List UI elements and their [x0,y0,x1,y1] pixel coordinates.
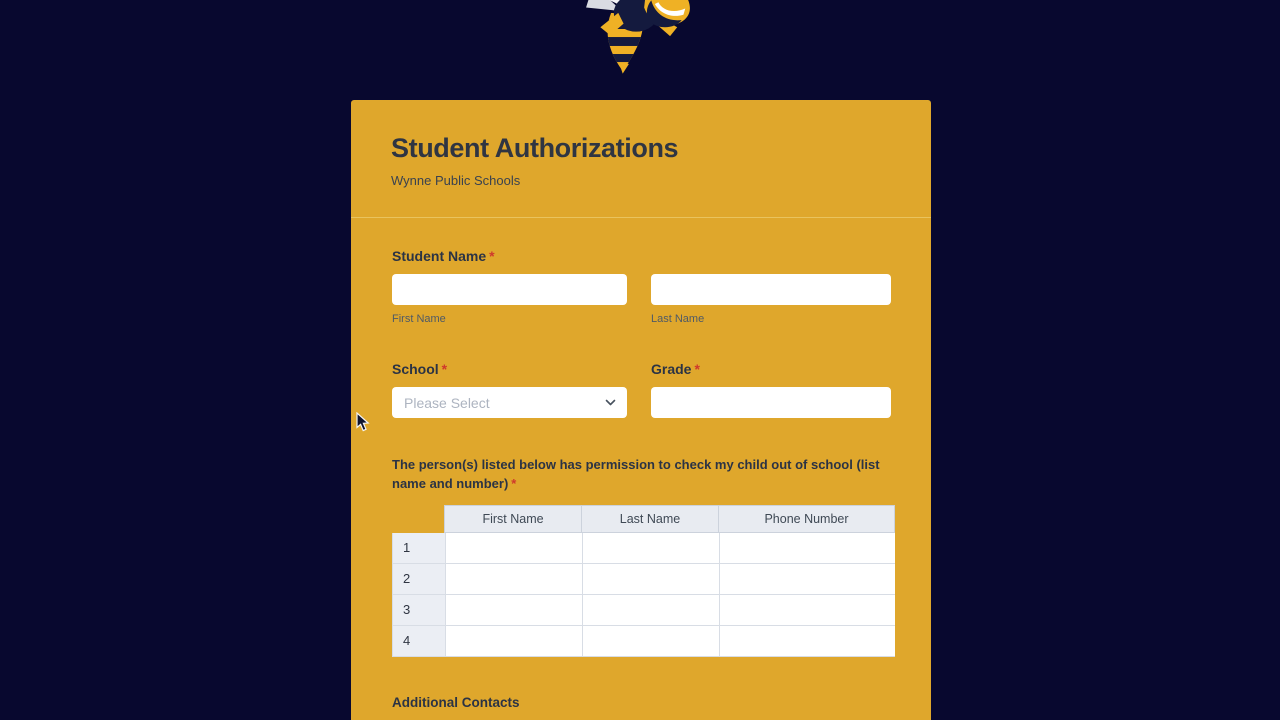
row1-last-name-input[interactable] [583,533,719,563]
table-header-row [444,505,895,533]
school-grade-labels [392,361,891,377]
form-subtitle: Wynne Public Schools [391,172,521,188]
table-cell [446,564,582,594]
form-body [351,248,931,710]
table-row-label: 3 [393,595,445,625]
required-asterisk: * [441,361,448,377]
table-header-phone-number: Phone Number [719,506,894,532]
last-name-sublabel: Last Name [651,313,705,325]
table-cell [583,564,719,594]
grade-col [651,387,891,418]
table-header-last-name: Last Name [582,506,718,532]
grade-label-text: Grade [651,361,692,377]
pickup-permission-label-text: The person(s) listed below has permission to check my child out of school (list name and number) [392,457,880,491]
student-first-name-input[interactable] [392,274,627,305]
form-card [351,100,931,720]
row4-phone-number-input[interactable] [720,626,895,656]
student-name-inputs [392,274,891,325]
row2-phone-number-input[interactable] [720,564,895,594]
chevron-down-icon [604,396,617,409]
table-cell [720,595,895,625]
pickup-permission-table [392,505,895,657]
row1-phone-number-input[interactable] [720,533,895,563]
table-cell [446,595,582,625]
first-name-sublabel: First Name [392,313,446,325]
table-cell [720,533,895,563]
grade-input[interactable] [651,387,891,418]
row1-first-name-input[interactable] [446,533,582,563]
row4-last-name-input[interactable] [583,626,719,656]
required-asterisk: * [489,248,495,264]
table-body [392,533,895,657]
school-select[interactable] [392,387,627,418]
student-name-label [392,248,891,264]
hornet-mascot-logo [570,0,704,84]
school-select-value: Please Select [404,394,490,411]
form-header [351,100,931,218]
school-label-text: School [392,361,439,377]
table-header-first-name: First Name [445,506,581,532]
table-cell [583,533,719,563]
additional-contacts-label: Additional Contacts [392,694,520,710]
table-row-label: 1 [393,533,445,563]
table-cell [583,595,719,625]
table-row-label: 2 [393,564,445,594]
hornet-mascot-icon [570,0,704,74]
row2-last-name-input[interactable] [583,564,719,594]
table-row-label: 4 [393,626,445,656]
school-label [392,361,627,377]
row2-first-name-input[interactable] [446,564,582,594]
table-cell [720,564,895,594]
row4-first-name-input[interactable] [446,626,582,656]
table-cell [583,626,719,656]
table-cell [446,533,582,563]
first-name-col [392,274,627,325]
student-last-name-input[interactable] [651,274,891,305]
student-name-label-text: Student Name [392,248,487,264]
form-title: Student Authorizations [391,133,679,163]
table-cell [720,626,895,656]
last-name-col [651,274,891,325]
row3-phone-number-input[interactable] [720,595,895,625]
pickup-permission-label [392,456,891,494]
grade-label [651,361,891,377]
row3-first-name-input[interactable] [446,595,582,625]
school-grade-inputs [392,387,891,418]
row3-last-name-input[interactable] [583,595,719,625]
required-asterisk: * [694,361,700,377]
table-cell [446,626,582,656]
required-asterisk: * [511,475,517,491]
